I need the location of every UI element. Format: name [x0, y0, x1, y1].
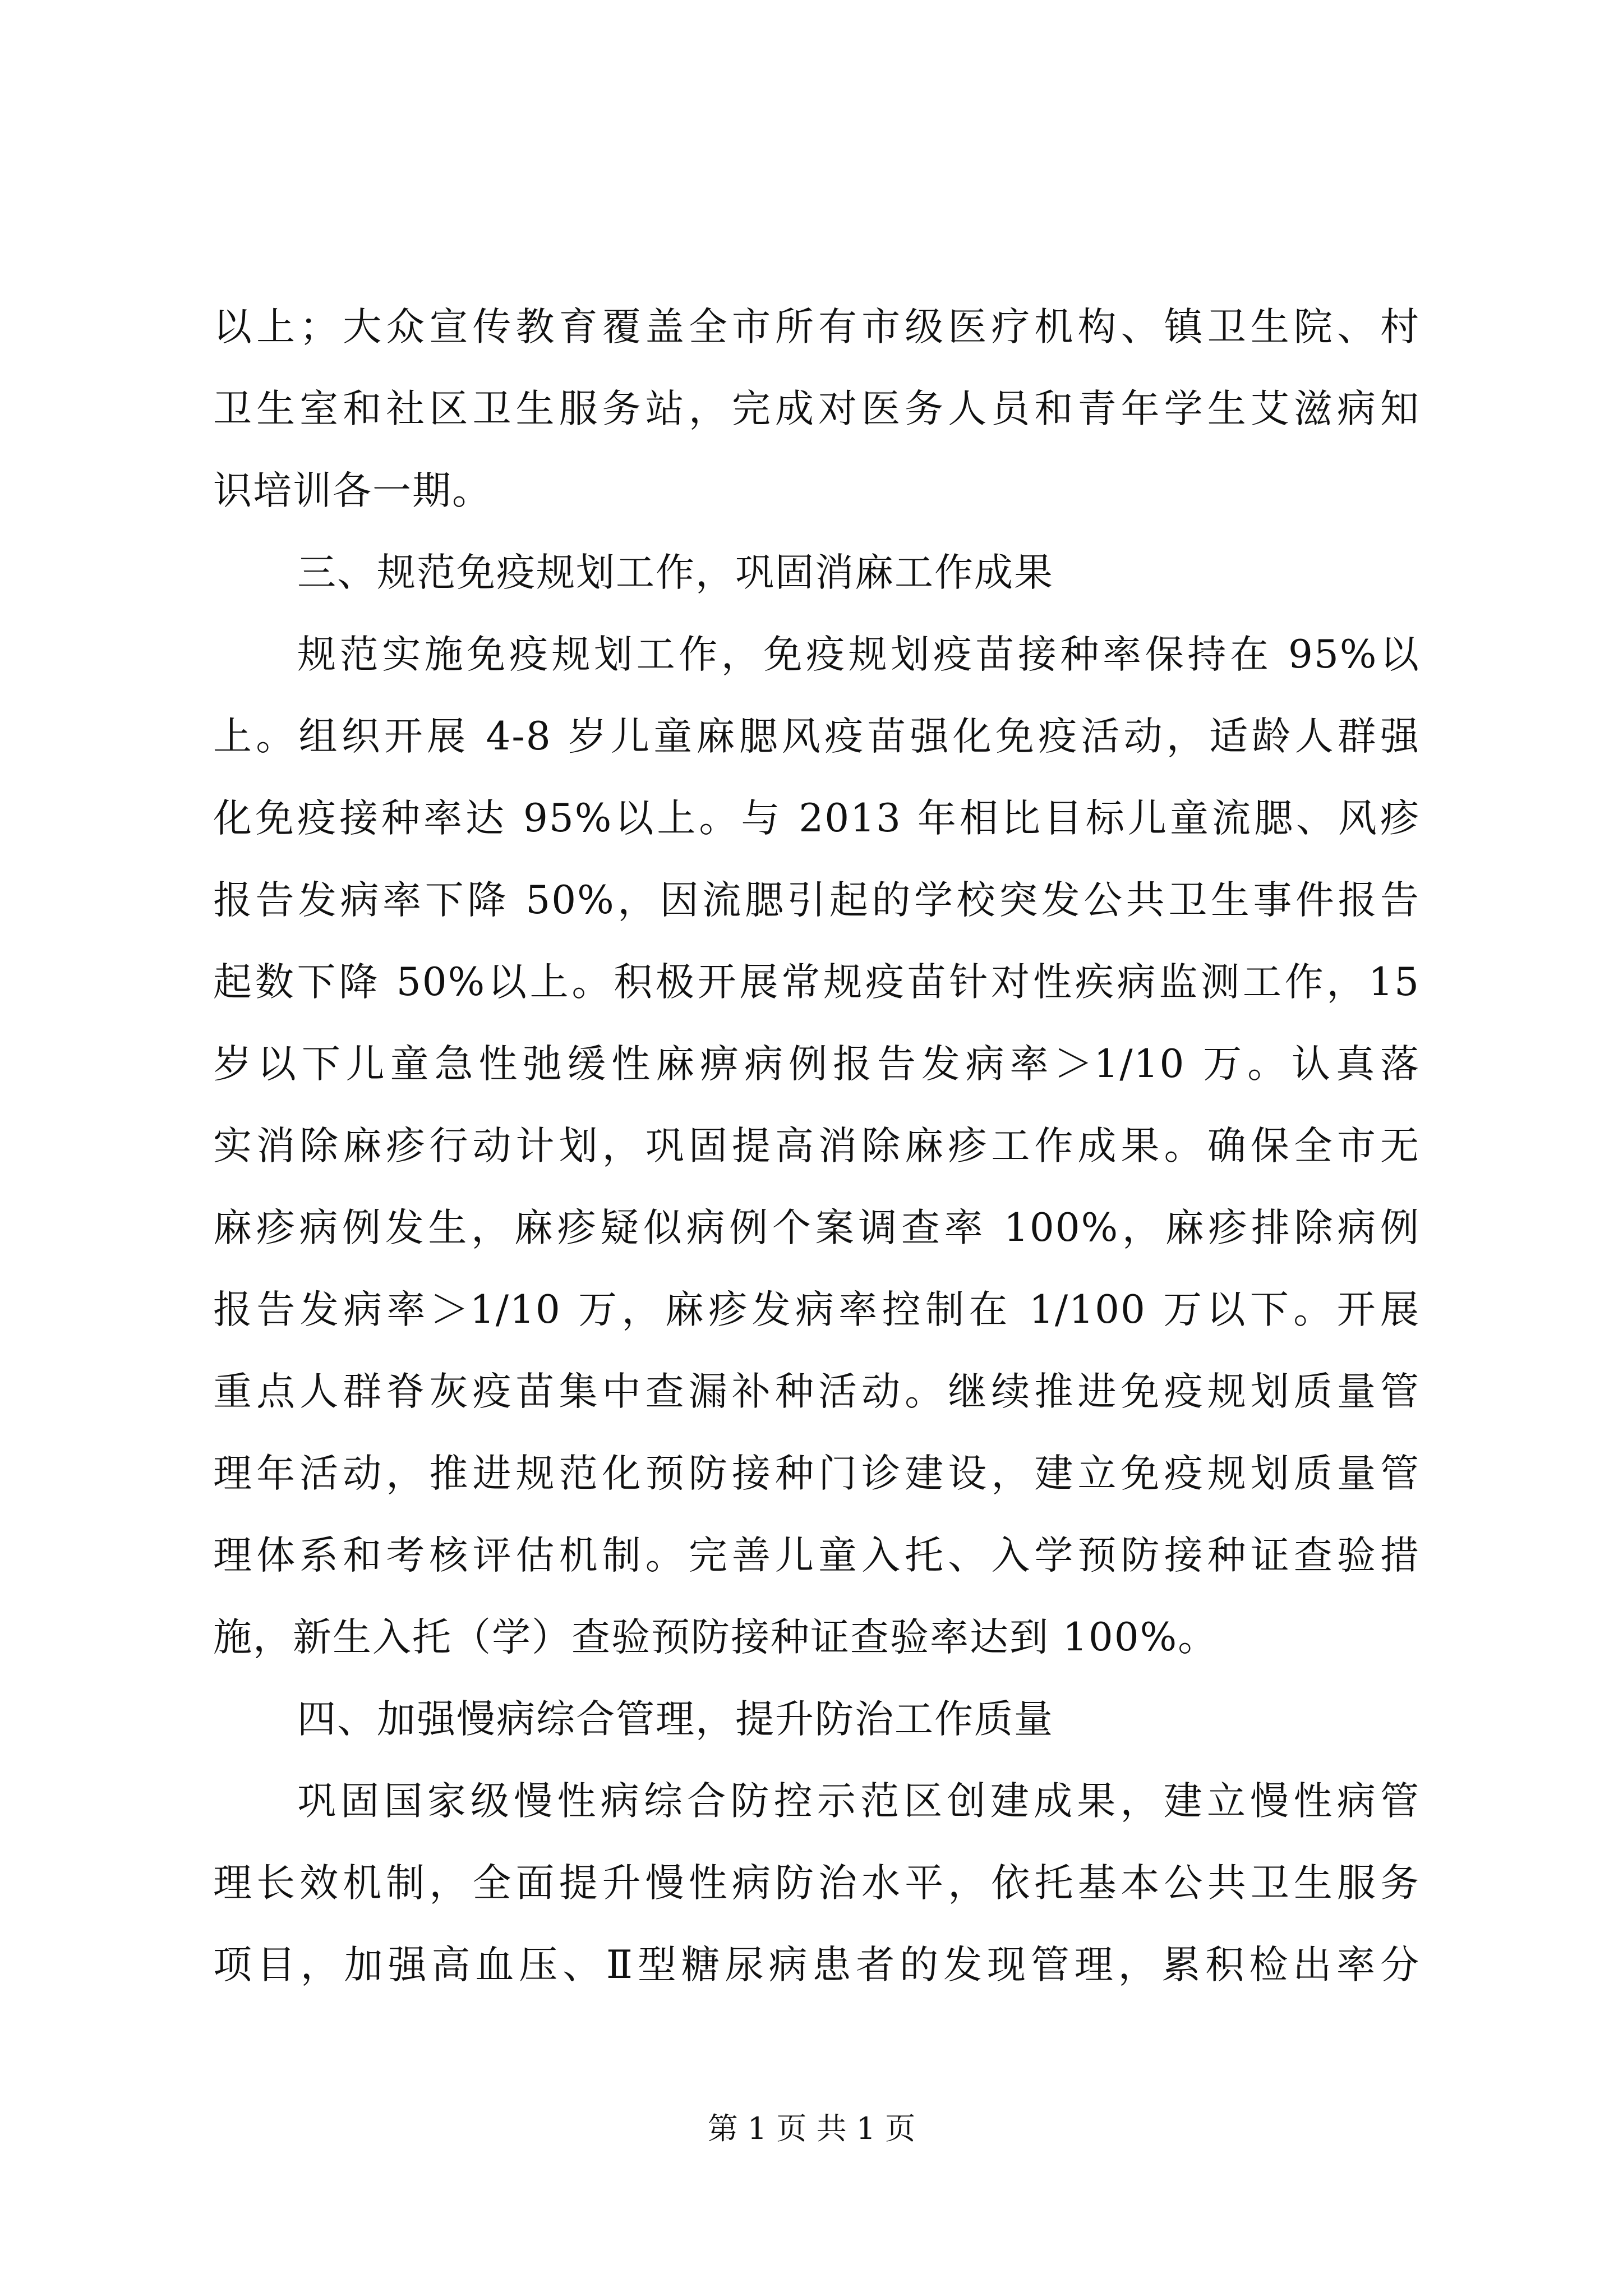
text-line: 报告发病率＞1/10 万，麻疹发病率控制在 1/100 万以下。开展 — [213, 1287, 1420, 1332]
section-heading-4: 四、加强慢病综合管理，提升防治工作质量 — [297, 1697, 1054, 1742]
document-body — [213, 286, 1420, 2006]
text-line: 上。组织开展 4-8 岁儿童麻腮风疫苗强化免疫活动，适龄人群强 — [213, 714, 1420, 759]
text-line: 理年活动，推进规范化预防接种门诊建设，建立免疫规划质量管 — [213, 1451, 1420, 1496]
text-line: 麻疹病例发生，麻疹疑似病例个案调查率 100%，麻疹排除病例 — [213, 1205, 1420, 1250]
text-line: 岁以下儿童急性弛缓性麻痹病例报告发病率＞1/10 万。认真落 — [213, 1042, 1420, 1087]
text-line: 起数下降 50%以上。积极开展常规疫苗针对性疾病监测工作，15 — [213, 960, 1420, 1005]
section-heading-3: 三、规范免疫规划工作，巩固消麻工作成果 — [297, 550, 1054, 595]
text-line: 识培训各一期。 — [213, 468, 492, 513]
page-number-label: 第 1 页 共 1 页 — [707, 2111, 916, 2146]
page-footer — [0, 2109, 1623, 2148]
text-line: 化免疫接种率达 95%以上。与 2013 年相比目标儿童流腮、风疹 — [213, 796, 1420, 841]
text-line: 项目，加强高血压、Ⅱ型糖尿病患者的发现管理，累积检出率分 — [213, 1943, 1420, 1987]
text-line: 卫生室和社区卫生服务站，完成对医务人员和青年学生艾滋病知 — [213, 386, 1420, 431]
text-line: 施，新生入托（学）查验预防接种证查验率达到 100%。 — [213, 1615, 1218, 1660]
text-line: 理长效机制，全面提升慢性病防治水平，依托基本公共卫生服务 — [213, 1861, 1420, 1906]
text-line: 重点人群脊灰疫苗集中查漏补种活动。继续推进免疫规划质量管 — [213, 1369, 1420, 1414]
text-line: 理体系和考核评估机制。完善儿童入托、入学预防接种证查验措 — [213, 1533, 1420, 1578]
text-line: 巩固国家级慢性病综合防控示范区创建成果，建立慢性病管 — [297, 1779, 1420, 1824]
text-line: 以上；大众宣传教育覆盖全市所有市级医疗机构、镇卫生院、村 — [213, 305, 1420, 349]
text-line: 实消除麻疹行动计划，巩固提高消除麻疹工作成果。确保全市无 — [213, 1124, 1420, 1168]
text-line: 报告发病率下降 50%，因流腮引起的学校突发公共卫生事件报告 — [213, 878, 1420, 923]
text-line: 规范实施免疫规划工作，免疫规划疫苗接种率保持在 95%以 — [297, 632, 1420, 677]
